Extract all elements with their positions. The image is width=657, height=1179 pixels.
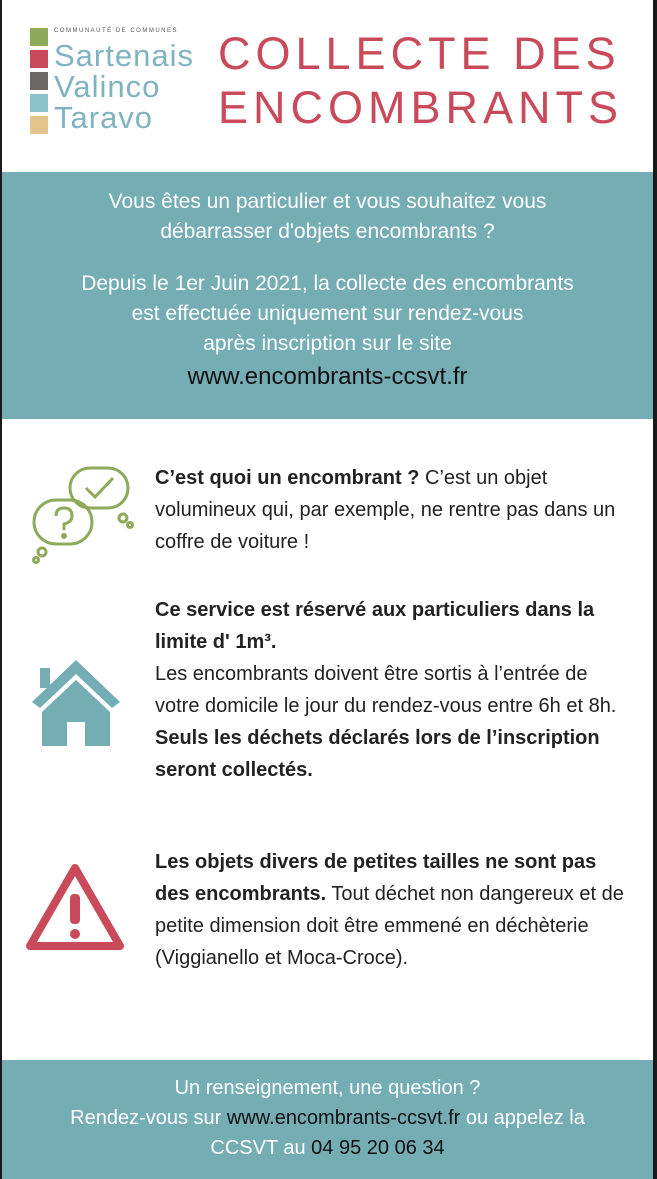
- footer-band: [2, 1060, 653, 1179]
- logo-square-blue: [30, 94, 48, 112]
- section3-bold: Les objets divers de petites tailles ne sont pas des encombrants.: [155, 851, 597, 905]
- footer-line1: Un renseignement, une question ?: [174, 1077, 481, 1099]
- page-title-line2: ENCOMBRANTS: [218, 82, 624, 133]
- logo-word-1: Sartenais: [54, 38, 194, 73]
- logo-square-sand: [30, 116, 48, 134]
- intro-url-link[interactable]: www.encombrants-ccsvt.fr: [187, 363, 468, 390]
- footer-pre: Rendez-vous sur: [70, 1107, 227, 1129]
- section-what-is: [155, 462, 625, 558]
- intro-band: [2, 172, 653, 419]
- footer-line2: [2, 1103, 653, 1133]
- page-title-line1: COLLECTE DES: [218, 28, 621, 79]
- warning-icon: [24, 862, 126, 952]
- footer-mid: ou appelez la: [460, 1107, 585, 1129]
- section2-bold2: Seuls les déchets déclarés lors de l’inscription seront collectés.: [155, 727, 600, 781]
- section3-text: Tout déchet non dangereux et de petite dimension doit être emmené en déchèterie (Viggianello et Moca-Croce).: [155, 883, 624, 969]
- intro-line3: Depuis le 1er Juin 2021, la collecte des encombrants: [81, 272, 574, 295]
- section2-bold1: Ce service est réservé aux particuliers dans la limite d' 1m³.: [155, 599, 595, 653]
- logo-word-3: Taravo: [54, 100, 154, 135]
- intro-line4: est effectuée uniquement sur rendez-vous: [131, 302, 524, 325]
- logo-square-green: [30, 28, 48, 46]
- footer-line3: [2, 1133, 653, 1163]
- section1-bold: C’est quoi un encombrant ?: [155, 467, 420, 489]
- house-icon: [30, 658, 122, 748]
- footer-line3-pre: CCSVT au: [210, 1137, 312, 1159]
- footer-url-link[interactable]: www.encombrants-ccsvt.fr: [226, 1107, 461, 1129]
- intro-line5: après inscription sur le site: [203, 332, 452, 355]
- logo-square-red: [30, 50, 48, 68]
- logo-word-2: Valinco: [54, 69, 161, 104]
- logo: [28, 26, 198, 136]
- logo-small-text: COMMUNAUTÉ DE COMMUNES: [54, 28, 178, 34]
- section1-text: C’est un objet volumineux qui, par exemple, ne rentre pas dans un coffre de voiture !: [155, 467, 616, 553]
- speech-bubbles-icon: [28, 462, 138, 572]
- footer-phone[interactable]: 04 95 20 06 34: [311, 1137, 445, 1159]
- section-small-objects: [155, 846, 625, 974]
- intro-line1: Vous êtes un particulier et vous souhaitez vous: [108, 190, 547, 213]
- section2-text: Les encombrants doivent être sortis à l’entrée de votre domicile le jour du rendez-vous entre 6h et 8h.: [155, 663, 617, 717]
- intro-line2: débarrasser d'objets encombrants ?: [160, 220, 495, 243]
- logo-square-grey: [30, 72, 48, 90]
- section-service: [155, 594, 625, 786]
